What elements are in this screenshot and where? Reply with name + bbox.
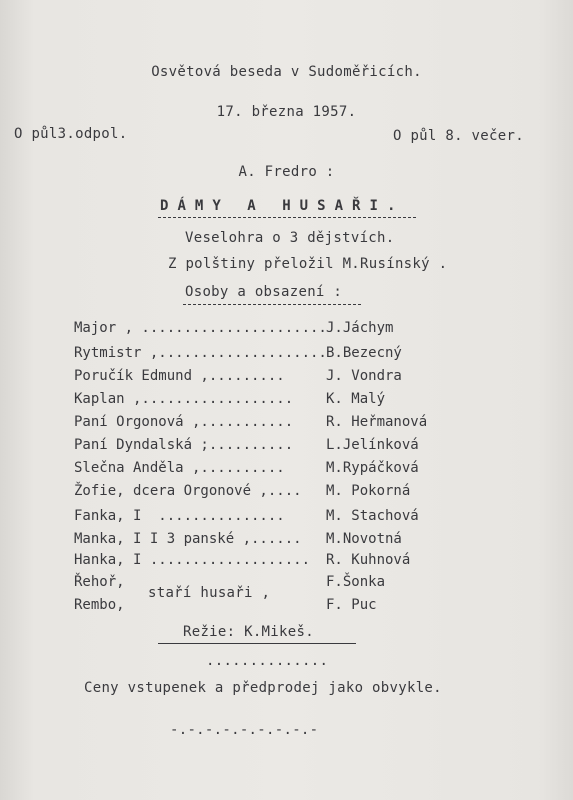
cast-role: Řehoř, xyxy=(74,574,125,590)
cast-actor: M. Stachová xyxy=(326,508,419,524)
cast-role: Kaplan ,.................. xyxy=(74,391,294,407)
subtitle-line: Veselohra o 3 dějstvích. xyxy=(185,230,395,246)
cast-role: Manka, I I 3 panské ,...... xyxy=(74,531,302,547)
cast-role: Rytmistr ,.................... xyxy=(74,345,327,361)
author-line: A. Fredro : xyxy=(238,164,335,180)
cast-actor: M. Pokorná xyxy=(326,483,411,499)
footer-note: Ceny vstupenek a předprodej jako obvykle. xyxy=(84,680,442,696)
end-ornament: -.-.-.-.-.-.-.-.- xyxy=(170,722,319,738)
cast-actor: R. Kuhnová xyxy=(326,552,411,568)
cast-role: Rembo, xyxy=(74,597,125,613)
cast-actor: B.Bezecný xyxy=(326,345,402,361)
cast-actor: M.Rypáčková xyxy=(326,460,419,476)
cast-actor: M.Novotná xyxy=(326,531,402,547)
cast-heading: Osoby a obsazení : xyxy=(185,284,343,300)
cast-role: Slečna Anděla ,.......... xyxy=(74,460,285,476)
dots-separator: .............. xyxy=(206,653,329,669)
cast-role: Fanka, I ............... xyxy=(74,508,285,524)
director-line: Režie: K.Mikeš. xyxy=(183,624,314,640)
hussars-note: staří husaři , xyxy=(148,585,271,601)
cast-role: Major , ...................... xyxy=(74,320,327,336)
cast-actor: J. Vondra xyxy=(326,368,402,384)
cast-role: Hanka, I ................... xyxy=(74,552,311,568)
evening-time: O půl 8. večer. xyxy=(393,128,524,144)
play-title: D Á M Y A H U S A Ř I . xyxy=(160,198,396,214)
cast-role: Poručík Edmund ,......... xyxy=(74,368,285,384)
cast-role: Paní Orgonová ,........... xyxy=(74,414,294,430)
date-line: 17. března 1957. xyxy=(216,104,357,120)
cast-role: Paní Dyndalská ;.......... xyxy=(74,437,294,453)
cast-actor: K. Malý xyxy=(326,391,386,407)
cast-actor: F.Šonka xyxy=(326,574,386,590)
organization-line: Osvětová beseda v Sudoměřicích. xyxy=(151,64,422,80)
translation-line: Z polštiny přeložil M.Rusínský . xyxy=(168,256,448,272)
cast-actor: L.Jelínková xyxy=(326,437,419,453)
cast-heading-underline xyxy=(183,304,361,305)
cast-actor: J.Jáchym xyxy=(326,320,394,336)
cast-role: Žofie, dcera Orgonové ,.... xyxy=(74,483,302,499)
afternoon-time: O půl3.odpol. xyxy=(14,126,128,142)
cast-actor: F. Puc xyxy=(326,597,377,613)
title-underline xyxy=(158,217,416,218)
director-underline xyxy=(158,643,356,644)
cast-actor: R. Heřmanová xyxy=(326,414,428,430)
